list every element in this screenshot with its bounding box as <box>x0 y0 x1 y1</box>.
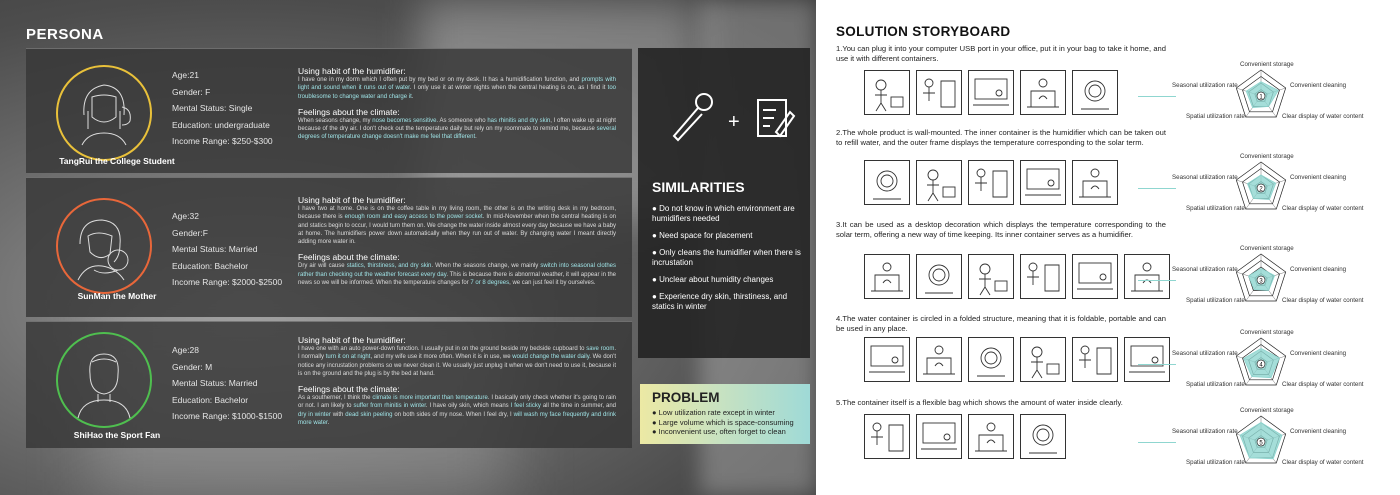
text-segment: I have one with an auto power-down function. I usually put in on the ground beside my bedside cupboard to <box>298 346 587 353</box>
list-item: ● Unclear about humidity changes <box>652 275 774 284</box>
highlighted-text: suffer from rhinitis in winter <box>353 403 426 410</box>
radar-label-top: Convenient storage <box>1240 245 1294 252</box>
section-text <box>298 345 616 378</box>
radar-label-right: Convenient cleaning <box>1290 174 1347 181</box>
radar-label-right: Convenient cleaning <box>1290 82 1347 89</box>
problem-panel <box>640 384 810 444</box>
persona-attributes <box>172 342 282 425</box>
radar-label-bottom-left: Spatial utilization rate <box>1186 381 1245 388</box>
section-heading: Using habit of the humidifier: <box>298 335 406 345</box>
storyboard-sketch <box>916 254 962 299</box>
text-segment: . In mid-November when the central heating is on and statics begin to occur, I would turn them on. We change the water inside almost every day because we have a baby at home. The humidifiers power down automatically when they run out of water. By changing water I meant directly adding more water in. <box>298 214 616 246</box>
storyboard-sketch <box>916 414 962 459</box>
text-segment: , we can just feel it by ourselves. <box>509 279 596 286</box>
radar-number: 3 <box>1259 278 1263 285</box>
storyboard-sketch <box>916 160 962 205</box>
radar-label-bottom-left: Spatial utilization rate <box>1186 459 1245 466</box>
connector-line <box>1138 364 1176 365</box>
man-portrait-icon <box>58 334 150 426</box>
persona-income: Income Range: $250-$300 <box>172 136 273 146</box>
text-segment: . As someone who <box>436 118 488 125</box>
storyboard-sketch <box>1020 414 1066 459</box>
persona-description <box>298 196 616 294</box>
highlighted-text: climate is more important than temperature <box>372 395 488 402</box>
persona-description <box>298 336 616 434</box>
radar-label-top: Convenient storage <box>1240 153 1294 160</box>
female-portrait-icon <box>58 67 150 159</box>
persona-mental-status: Mental Status: Single <box>172 103 253 113</box>
storyboard-step-text: 5.The container itself is a flexible bag which shows the amount of water inside clearly. <box>836 398 1123 407</box>
storyboard-frames <box>864 337 1170 382</box>
storyboard-sketch <box>1072 337 1118 382</box>
microphone-icon <box>674 94 712 140</box>
persona-education: Education: undergraduate <box>172 119 270 130</box>
text-segment: . I normally <box>298 346 617 361</box>
plus-sign: + <box>728 111 740 133</box>
section-text <box>298 117 616 142</box>
radar-label-bottom-left: Spatial utilization rate <box>1186 297 1245 304</box>
radar-label-bottom-right: Clear display of water content <box>1282 113 1364 120</box>
radar-label-top: Convenient storage <box>1240 407 1294 414</box>
text-segment: all the time in summer, and <box>540 403 617 410</box>
radar-chart <box>1172 242 1386 322</box>
similarities-title: SIMILARITIES <box>652 179 745 195</box>
list-item: ● Only cleans the humidifier when there is incrustation <box>652 248 801 267</box>
persona-age: Age:28 <box>172 345 199 355</box>
persona-mental-status: Mental Status: Married <box>172 378 258 388</box>
connector-line <box>1138 96 1176 97</box>
radar-label-bottom-right: Clear display of water content <box>1282 205 1364 212</box>
list-item: ● Need space for placement <box>652 231 753 240</box>
text-segment: . When the seasons change, we mainly <box>431 263 541 270</box>
text-segment: I have two at home. One is on the coffee table in my living room, the other is on the writing desk in my bedroom, because there is <box>298 206 616 221</box>
list-item: ● Large volume which is space-consuming <box>652 417 794 427</box>
storyboard-sketch <box>968 160 1014 205</box>
storyboard-sketch <box>864 70 910 115</box>
storyboard-sketch <box>968 254 1014 299</box>
persona-card-2 <box>26 177 632 317</box>
persona-card-3 <box>26 321 632 448</box>
persona-education: Education: Bachelor <box>172 394 249 405</box>
highlighted-text: statics, thirstiness, and dry skin <box>346 263 432 270</box>
text-segment: . This is because there is abnormal weather, it will appear in the news so we will be informed. When the temperature changes for <box>298 271 616 286</box>
persona-name: TangRui the College Student <box>59 156 175 166</box>
persona-gender: Gender: F <box>172 86 211 97</box>
highlighted-text: nose becomes sensitive <box>372 118 437 125</box>
text-segment: on both sides of my nose. When I feel dry, I <box>392 411 514 418</box>
storyboard-sketch <box>916 70 962 115</box>
radar-label-bottom-right: Clear display of water content <box>1282 459 1364 466</box>
highlighted-text: prompts with light and sound when it runs out of water <box>298 77 616 92</box>
section-heading: Feelings about the climate: <box>298 252 400 263</box>
persona-description <box>298 67 616 149</box>
storyboard-step-text: 1.You can plug it into your computer USB port in your office, put it in your bag to take it home, and use it with different containers. <box>836 44 1166 63</box>
persona-income: Income Range: $2000-$2500 <box>172 277 283 287</box>
radar-label-right: Convenient cleaning <box>1290 350 1347 357</box>
storyboard-sketch <box>864 160 910 205</box>
list-item: ● Low utilization rate except in winter <box>652 408 775 417</box>
radar-label-left: Seasonal utilization rate <box>1172 82 1238 89</box>
text-segment: , I often wake up at night because of the dry air. I don't check out the temperature daily but rely on my roommate to remind me, because <box>298 118 616 133</box>
radar-label-left: Seasonal utilization rate <box>1172 266 1238 273</box>
persona-name: SunMan the Mother <box>77 291 157 301</box>
highlighted-text: I feel sticky <box>510 403 541 410</box>
highlighted-text: would change the water daily <box>512 354 590 361</box>
radar-chart <box>1172 58 1386 138</box>
radar-label-top: Convenient storage <box>1240 61 1294 68</box>
storyboard-frames <box>864 160 1118 205</box>
section-text <box>298 205 616 246</box>
radar-chart <box>1172 404 1386 484</box>
storyboard-sketch <box>864 337 910 382</box>
highlighted-text: enough room and easy access to the power socket <box>344 214 483 221</box>
highlighted-text: too troublesome to change water and charge it <box>298 85 616 100</box>
radar-label-bottom-left: Spatial utilization rate <box>1186 205 1245 212</box>
problem-list <box>652 408 794 437</box>
storyboard-sketch <box>968 414 1014 459</box>
text-segment: When seasons change, my <box>298 118 373 125</box>
storyboard-frames <box>864 414 1066 459</box>
text-segment: I have one in my dorm which I often put by my bed or on my desk. It has a humidification function, and <box>298 77 582 84</box>
similarities-list <box>652 204 808 319</box>
persona-age: Age:21 <box>172 70 199 80</box>
persona-card-1 <box>26 48 632 173</box>
mother-portrait-icon <box>58 200 150 292</box>
storyboard-sketch <box>1124 337 1170 382</box>
radar-label-left: Seasonal utilization rate <box>1172 350 1238 357</box>
persona-title: PERSONA <box>26 26 104 43</box>
highlighted-text: has rhinitis and dry skin <box>487 118 551 125</box>
text-segment: . I basically only check whether it's going to rain or not. I am likely to <box>298 395 616 410</box>
radar-label-top: Convenient storage <box>1240 329 1294 336</box>
avatar <box>56 65 152 161</box>
highlighted-text: turn it on at night <box>325 354 371 361</box>
storyboard-sketch <box>864 254 910 299</box>
storyboard-step-text: 4.The water container is circled in a folded structure, meaning that it is foldable, portable and can be used in any place. <box>836 314 1166 333</box>
highlighted-text: switch into seasonal clothes rather than checking out the weather forecast every day <box>298 263 617 278</box>
section-heading: Feelings about the climate: <box>298 384 400 395</box>
highlighted-text: will wash my face frequently and drink more water <box>298 411 617 426</box>
radar-chart <box>1172 150 1386 230</box>
radar-number: 4 <box>1259 362 1263 369</box>
persona-age: Age:32 <box>172 211 199 221</box>
persona-name: ShiHao the Sport Fan <box>73 430 161 440</box>
storyboard-sketch <box>1072 254 1118 299</box>
text-segment: Dry air will cause <box>298 263 347 270</box>
text-segment: As a southerner, I think the <box>298 395 373 402</box>
section-text <box>298 394 616 427</box>
radar-number: 1 <box>1259 94 1263 101</box>
persona-gender: Gender: M <box>172 361 213 372</box>
storyboard-title: SOLUTION STORYBOARD <box>836 24 1011 39</box>
radar-number: 5 <box>1259 440 1263 447</box>
highlighted-text: 7 or 8 degrees <box>470 279 510 286</box>
text-segment: . <box>327 419 330 426</box>
text-segment: . I only use it at winter nights when the central heating is on, as I find it <box>409 85 608 92</box>
persona-attributes <box>172 67 273 150</box>
section-heading: Using habit of the humidifier: <box>298 195 406 205</box>
persona-income: Income Range: $1000-$1500 <box>172 411 283 421</box>
persona-education: Education: Bachelor <box>172 260 249 271</box>
text-segment: , and my wife use it more often. When it is in use, we <box>370 354 513 361</box>
radar-label-bottom-right: Clear display of water content <box>1282 297 1364 304</box>
radar-label-left: Seasonal utilization rate <box>1172 428 1238 435</box>
problem-title: PROBLEM <box>652 390 720 405</box>
storyboard-panel <box>816 0 1400 495</box>
list-item: ● Experience dry skin, thirstiness, and statics in winter <box>652 292 788 311</box>
similarities-panel <box>638 48 810 358</box>
highlighted-text: dead skin peeling <box>345 411 393 418</box>
similarities-icons <box>666 92 796 152</box>
radar-chart <box>1172 326 1386 406</box>
radar-label-bottom-left: Spatial utilization rate <box>1186 113 1245 120</box>
radar-label-right: Convenient cleaning <box>1290 266 1347 273</box>
storyboard-frames <box>864 70 1118 115</box>
notepad-pencil-icon <box>758 100 794 136</box>
list-item: ● Inconvenient use, often forget to clean <box>652 427 786 436</box>
radar-label-right: Convenient cleaning <box>1290 428 1347 435</box>
avatar <box>56 332 152 428</box>
storyboard-sketch <box>1072 70 1118 115</box>
plus-icon <box>728 111 740 133</box>
storyboard-sketch <box>916 337 962 382</box>
storyboard-sketch <box>1072 160 1118 205</box>
connector-line <box>1138 188 1176 189</box>
persona-gender: Gender:F <box>172 227 208 238</box>
text-segment: . <box>475 134 477 141</box>
text-segment: . I have oily skin, which means <box>425 403 511 410</box>
storyboard-sketch <box>1020 160 1066 205</box>
storyboard-sketch <box>1124 254 1170 299</box>
section-heading: Feelings about the climate: <box>298 106 400 117</box>
storyboard-frames <box>864 254 1170 299</box>
storyboard-sketch <box>968 337 1014 382</box>
storyboard-step-text: 3.It can be used as a desktop decoration which displays the temperature corresponding to the solar term, offering a new way of time keeping. Its inner container serves as a humidifier. <box>836 220 1166 239</box>
section-text <box>298 76 616 101</box>
storyboard-sketch <box>1020 254 1066 299</box>
storyboard-sketch <box>1020 337 1066 382</box>
section-text <box>298 262 616 287</box>
text-segment: . <box>411 93 414 100</box>
persona-attributes <box>172 208 282 291</box>
storyboard-sketch <box>864 414 910 459</box>
highlighted-text: several degrees of temperature change doesn't make me feel that different <box>298 126 616 141</box>
connector-line <box>1138 442 1176 443</box>
storyboard-sketch <box>968 70 1014 115</box>
highlighted-text: dry in winter <box>298 411 331 418</box>
radar-label-bottom-right: Clear display of water content <box>1282 381 1364 388</box>
persona-mental-status: Mental Status: Married <box>172 244 258 254</box>
list-item: ● Do not know in which environment are humidifiers needed <box>652 204 795 223</box>
radar-number: 2 <box>1259 186 1263 193</box>
text-segment: with <box>330 411 346 418</box>
highlighted-text: save room <box>586 346 615 353</box>
storyboard-step-text: 2.The whole product is wall-mounted. The inner container is the humidifier which can be taken out to refill water, and the outer frame displays the temperature corresponding to the solar term. <box>836 128 1166 147</box>
radar-label-left: Seasonal utilization rate <box>1172 174 1238 181</box>
storyboard-sketch <box>1020 70 1066 115</box>
connector-line <box>1138 280 1176 281</box>
avatar <box>56 198 152 294</box>
section-heading: Using habit of the humidifier: <box>298 66 406 76</box>
text-segment: . We don't notice any incrustation problems so we never clean it. We usually just unplug it when we don't need to use it, because it is on the ground and the plug is by the bed at hand. <box>298 354 617 377</box>
